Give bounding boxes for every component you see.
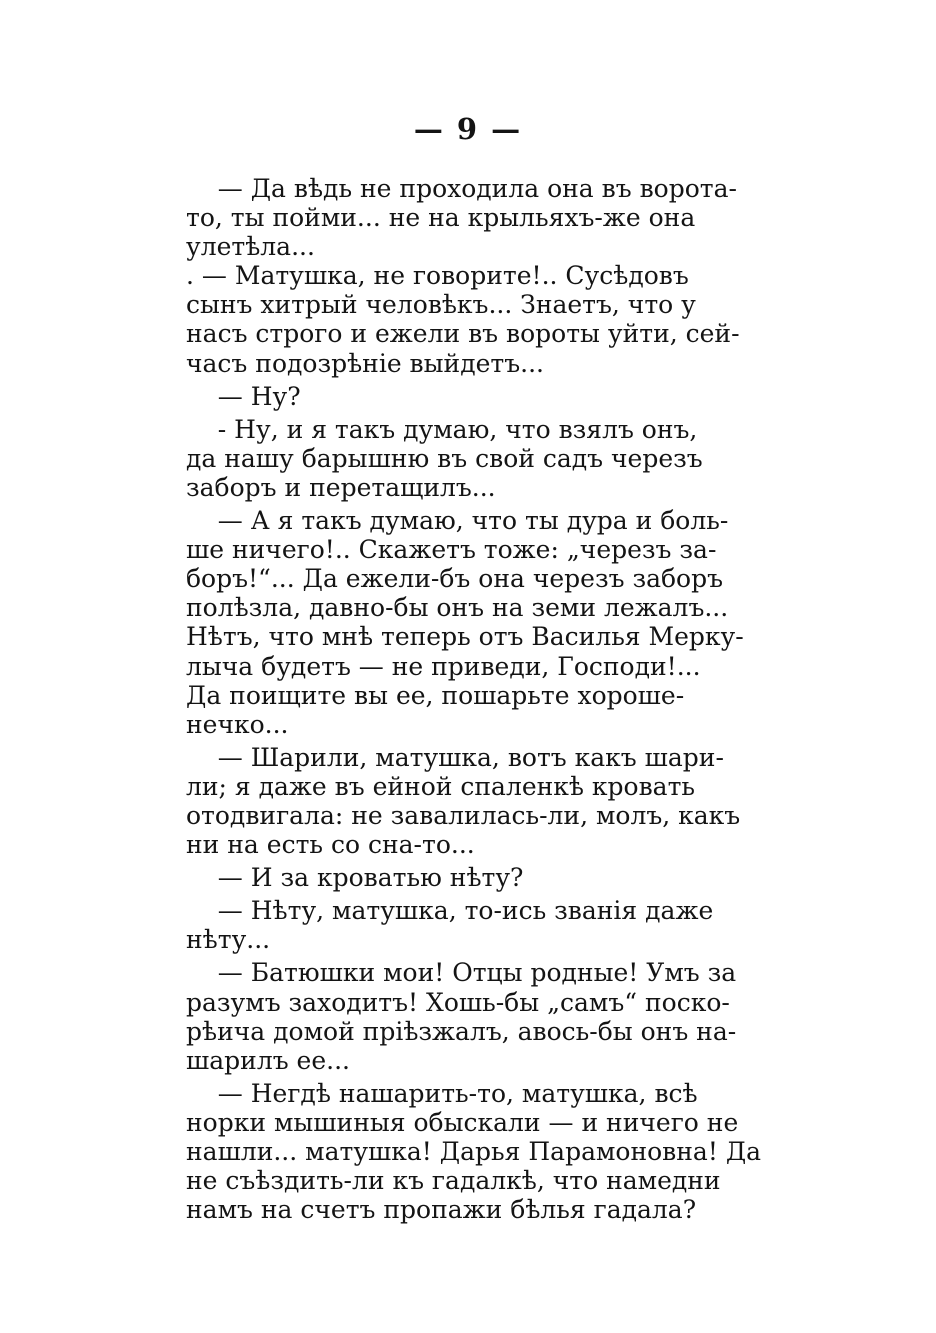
text-line: часъ подозрѣніе выйдетъ... [186, 348, 544, 378]
text-line: — Негдѣ нашарить-то, матушка, всѣ [186, 1078, 698, 1108]
text-line: нашли... матушка! Дарья Парамоновна! Да [186, 1137, 761, 1166]
page-number: — 9 — [413, 112, 523, 146]
text-line: улетѣла... [186, 232, 315, 262]
text-line: сынъ хитрый человѣкъ... Знаетъ, что у [186, 290, 696, 320]
text-line: боръ!“... Да ежели-бъ она черезъ заборъ [186, 564, 724, 594]
text-line: нѣту... [186, 925, 271, 955]
text-line: шарилъ ее... [186, 1045, 350, 1075]
text-line: отодвигала: не завалилась-ли, молъ, какъ [186, 800, 741, 830]
text-line: — Батюшки мои! Отцы родные! Умъ за [186, 958, 737, 988]
text-line: ни на есть со сна-то... [186, 830, 475, 860]
text-line: — Нѣту, матушка, то-ись званія даже [186, 896, 714, 926]
text-line: - Ну, и я такъ думаю, что взялъ онъ, [186, 414, 698, 444]
text-line: то, ты пойми... не на крыльяхъ-же она [186, 203, 696, 233]
text-line: рѣича домой пріѣзжалъ, авось-бы онъ на- [186, 1016, 737, 1046]
body-text [186, 174, 761, 1224]
text-line: полѣзла, давно-бы онъ на земи лежалъ... [186, 593, 729, 623]
text-line: — И за кроватью нѣту? [186, 863, 524, 893]
text-line: — А я такъ думаю, что ты дура и боль- [186, 506, 729, 536]
text-line: насъ строго и ежели въ вороты уйти, сей- [186, 319, 740, 349]
text-line: намъ на счетъ пропажи бѣлья гадала? [186, 1195, 697, 1225]
text-line: — Да вѣдь не проходила она въ ворота- [186, 174, 737, 203]
text-line: ше ничего!.. Скажетъ тоже: „черезъ за- [186, 535, 717, 565]
text-line: да нашу барышню въ свой садъ черезъ [186, 443, 703, 473]
text-line: норки мышиныя обыскали — и ничего не [186, 1107, 739, 1137]
text-line: — Шарили, матушка, вотъ какъ шари- [186, 742, 724, 772]
text-line: разумъ заходитъ! Хошь-бы „самъ“ поско- [186, 987, 730, 1017]
text-line: заборъ и перетащилъ... [186, 472, 496, 502]
text-line: ли; я даже въ ейной спаленкѣ кровать [186, 771, 696, 801]
text-line: — Ну? [186, 381, 301, 411]
text-line: лыча будетъ — не приведи, Господи!... [186, 651, 701, 681]
text-line: Нѣтъ, что мнѣ теперь отъ Василья Мерку- [186, 622, 744, 652]
text-line: нечко... [186, 709, 289, 739]
text-line: . — Матушка, не говорите!.. Сусѣдовъ [186, 261, 689, 291]
text-line: не съѣздить-ли къ гадалкѣ, что намедни [186, 1166, 721, 1196]
text-line: Да поищите вы ее, пошарьте хороше- [186, 680, 685, 710]
